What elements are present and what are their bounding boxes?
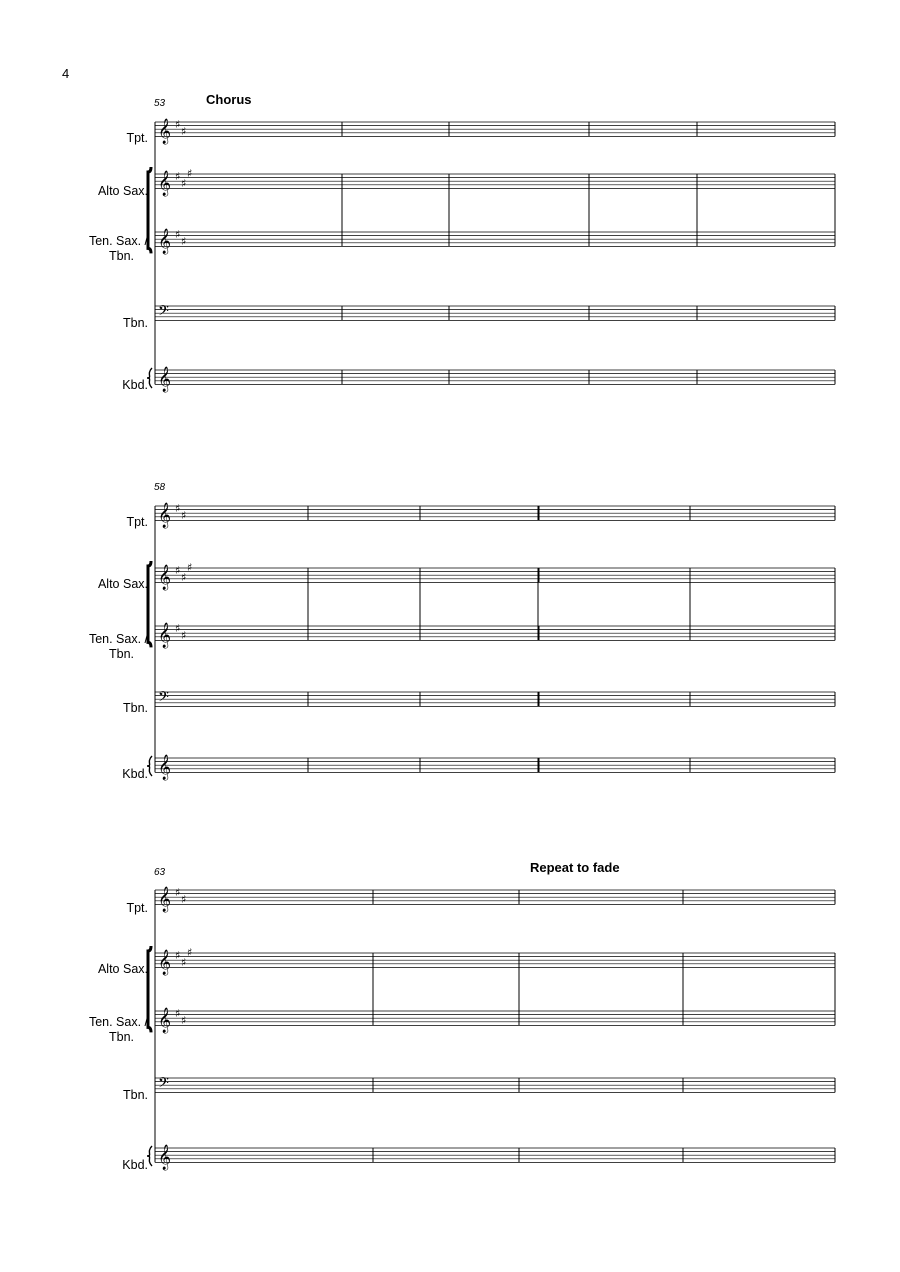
measure-number: 58	[154, 482, 166, 493]
treble-clef-icon: 𝄞	[158, 623, 172, 648]
staff-label-alto-sax: Alto Sax.	[97, 962, 148, 976]
treble-clef-icon: 𝄞	[158, 1008, 172, 1033]
staff-trombone	[155, 1075, 835, 1095]
sharp-icon: ♯	[187, 561, 193, 574]
system-staves	[147, 118, 835, 392]
treble-clef-icon: 𝄞	[158, 367, 172, 392]
sharp-icon: ♯	[181, 235, 187, 248]
staff-label-trombone: Tbn.	[122, 701, 148, 715]
system-staves	[147, 502, 835, 780]
staff-trumpet	[155, 502, 835, 528]
staff-trombone	[155, 303, 835, 323]
staff-label-tenor-sax: Ten. Sax. /	[88, 632, 148, 646]
sharp-icon: ♯	[181, 125, 187, 138]
sax-bracket	[148, 561, 151, 647]
staff-label-trumpet: Tpt.	[126, 515, 148, 529]
measure-number: 53	[154, 98, 166, 109]
rehearsal-mark: Chorus	[206, 92, 252, 107]
sharp-icon: ♯	[181, 509, 187, 522]
sharp-icon: ♯	[175, 622, 181, 635]
measure-number: 63	[154, 867, 166, 878]
staff-label-keyboard: Kbd.	[122, 378, 148, 392]
staff-label-alto-sax: Alto Sax.	[97, 184, 148, 198]
sharp-icon: ♯	[181, 571, 187, 584]
rehearsal-mark: Repeat to fade	[530, 860, 620, 875]
sharp-icon: ♯	[181, 893, 187, 906]
staff-label-trumpet: Tpt.	[126, 901, 148, 915]
sax-bracket	[148, 167, 151, 253]
staff-label-tenor-sax: Ten. Sax. /	[88, 234, 148, 248]
sharp-icon: ♯	[187, 167, 193, 180]
sharp-icon: ♯	[175, 118, 181, 131]
treble-clef-icon: 𝄞	[158, 119, 172, 144]
sharp-icon: ♯	[175, 1007, 181, 1020]
system-staves	[147, 886, 835, 1170]
system-1	[89, 92, 835, 392]
staff-label-trumpet: Tpt.	[126, 131, 148, 145]
staff-keyboard	[155, 1144, 835, 1170]
bass-clef-icon: 𝄢	[158, 303, 169, 323]
sharp-icon: ♯	[181, 177, 187, 190]
sharp-icon: ♯	[187, 946, 193, 959]
staff-trumpet	[155, 886, 835, 912]
staff-tenor-sax	[155, 228, 835, 254]
staff-alto-sax	[155, 561, 835, 590]
staff-label-trombone: Tbn.	[122, 1088, 148, 1102]
staff-tenor-sax	[155, 1007, 835, 1033]
sharp-icon: ♯	[175, 228, 181, 241]
sharp-icon: ♯	[175, 949, 181, 962]
page-number: 4	[62, 66, 70, 81]
sharp-icon: ♯	[181, 1014, 187, 1027]
sharp-icon: ♯	[175, 564, 181, 577]
treble-clef-icon: 𝄞	[158, 1145, 172, 1170]
sharp-icon: ♯	[181, 956, 187, 969]
system-2	[89, 482, 835, 781]
sax-bracket	[148, 946, 151, 1032]
staff-label-alto-sax: Alto Sax.	[97, 577, 148, 591]
sharp-icon: ♯	[175, 170, 181, 183]
staff-trombone	[155, 689, 835, 709]
staff-label-tenor-sax-line2: Tbn.	[108, 249, 134, 263]
treble-clef-icon: 𝄞	[158, 565, 172, 590]
staff-label-tenor-sax-line2: Tbn.	[108, 647, 134, 661]
staff-keyboard	[155, 754, 835, 780]
sharp-icon: ♯	[181, 629, 187, 642]
treble-clef-icon: 𝄞	[158, 755, 172, 780]
staff-trumpet	[155, 118, 835, 144]
staff-label-tenor-sax-line2: Tbn.	[108, 1030, 134, 1044]
staff-label-keyboard: Kbd.	[122, 767, 148, 781]
bass-clef-icon: 𝄢	[158, 689, 169, 709]
staff-label-keyboard: Kbd.	[122, 1158, 148, 1172]
treble-clef-icon: 𝄞	[158, 887, 172, 912]
staff-label-trombone: Tbn.	[122, 316, 148, 330]
staff-alto-sax	[155, 167, 835, 196]
treble-clef-icon: 𝄞	[158, 503, 172, 528]
staff-label-tenor-sax: Ten. Sax. /	[88, 1015, 148, 1029]
treble-clef-icon: 𝄞	[158, 229, 172, 254]
sharp-icon: ♯	[175, 886, 181, 899]
treble-clef-icon: 𝄞	[158, 950, 172, 975]
sharp-icon: ♯	[175, 502, 181, 515]
bass-clef-icon: 𝄢	[158, 1075, 169, 1095]
staff-alto-sax	[155, 946, 835, 975]
system-3	[89, 860, 835, 1172]
treble-clef-icon: 𝄞	[158, 171, 172, 196]
staff-tenor-sax	[155, 622, 835, 648]
staff-keyboard	[155, 366, 835, 392]
